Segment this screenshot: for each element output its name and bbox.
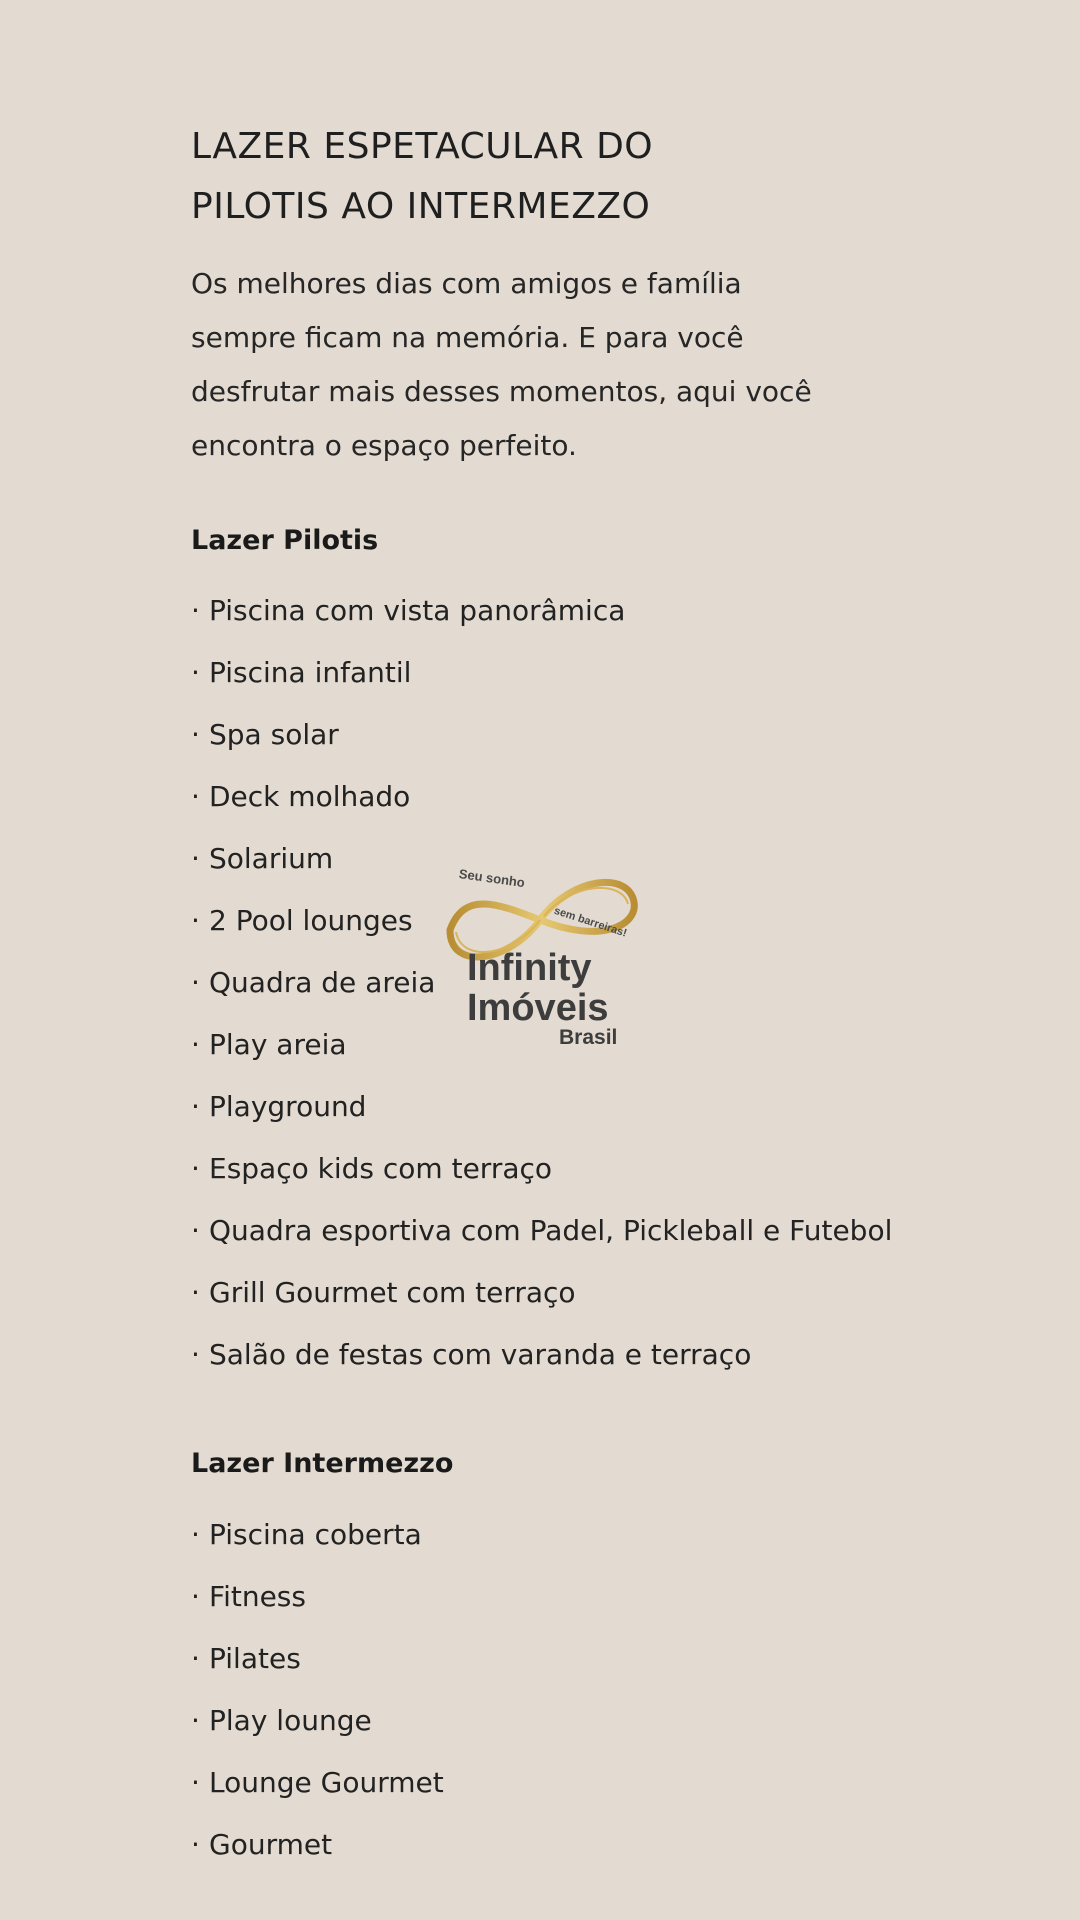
list-item-label: Playground	[209, 1090, 367, 1123]
bullet-icon: ·	[191, 718, 200, 751]
list-item-label: Pilates	[209, 1642, 301, 1675]
infinity-imoveis-watermark-logo	[440, 862, 640, 1052]
bullet-icon: ·	[191, 1704, 200, 1737]
list-item	[191, 1573, 444, 1635]
list-item-label: Grill Gourmet com terraço	[209, 1276, 576, 1309]
list-item	[191, 1207, 892, 1269]
list-item	[191, 1697, 444, 1759]
bullet-icon: ·	[191, 1152, 200, 1185]
list-item	[191, 1821, 444, 1883]
list-item	[191, 1759, 444, 1821]
list-item	[191, 649, 892, 711]
watermark-brand-line-1: Infinity	[467, 947, 592, 989]
list-item	[191, 773, 892, 835]
bullet-icon: ·	[191, 1580, 200, 1613]
bullet-icon: ·	[191, 1214, 200, 1247]
bullet-icon: ·	[191, 966, 200, 999]
watermark-brand-line-2: Imóveis	[467, 987, 609, 1029]
bullet-icon: ·	[191, 1090, 200, 1123]
list-item-label: Piscina com vista panorâmica	[209, 594, 626, 627]
bullet-icon: ·	[191, 1028, 200, 1061]
bullet-icon: ·	[191, 842, 200, 875]
page-title-line-2: PILOTIS AO INTERMEZZO	[191, 186, 651, 227]
list-item-label: Spa solar	[209, 718, 339, 751]
list-item	[191, 587, 892, 649]
list-item	[191, 1511, 444, 1573]
intro-line-1: Os melhores dias com amigos e família	[191, 267, 742, 300]
list-item-label: Piscina coberta	[209, 1518, 422, 1551]
list-item	[191, 1331, 892, 1393]
amenities-list-intermezzo	[191, 1511, 444, 1883]
list-item	[191, 1083, 892, 1145]
list-item-label: Gourmet	[209, 1828, 333, 1861]
list-item	[191, 1635, 444, 1697]
list-item-label: Quadra de areia	[209, 966, 436, 999]
list-item-label: Lounge Gourmet	[209, 1766, 444, 1799]
list-item-label: Deck molhado	[209, 780, 411, 813]
bullet-icon: ·	[191, 780, 200, 813]
section-heading-lazer-pilotis: Lazer Pilotis	[191, 525, 379, 556]
bullet-icon: ·	[191, 904, 200, 937]
list-item-label: Piscina infantil	[209, 656, 412, 689]
watermark-tagline-right: sem barreiras!	[552, 904, 629, 940]
bullet-icon: ·	[191, 594, 200, 627]
list-item-label: Play lounge	[209, 1704, 372, 1737]
list-item-label: Solarium	[209, 842, 334, 875]
list-item	[191, 1145, 892, 1207]
bullet-icon: ·	[191, 1766, 200, 1799]
section-heading-lazer-intermezzo: Lazer Intermezzo	[191, 1448, 454, 1479]
list-item-label: Espaço kids com terraço	[209, 1152, 553, 1185]
page-title-line-1: LAZER ESPETACULAR DO	[191, 126, 654, 167]
list-item	[191, 711, 892, 773]
page-title	[191, 117, 653, 237]
bullet-icon: ·	[191, 1276, 200, 1309]
intro-line-2: sempre ficam na memória. E para você	[191, 321, 744, 354]
bullet-icon: ·	[191, 656, 200, 689]
list-item-label: 2 Pool lounges	[209, 904, 413, 937]
list-item-label: Quadra esportiva com Padel, Pickleball e Futebol	[209, 1214, 893, 1247]
list-item	[191, 1269, 892, 1331]
list-item-label: Salão de festas com varanda e terraço	[209, 1338, 752, 1371]
intro-line-3: desfrutar mais desses momentos, aqui você	[191, 375, 812, 408]
intro-paragraph	[191, 257, 812, 473]
watermark-tagline-left: Seu sonho	[457, 866, 526, 891]
bullet-icon: ·	[191, 1828, 200, 1861]
intro-line-4: encontra o espaço perfeito.	[191, 429, 577, 462]
watermark-brand-line-3: Brasil	[559, 1026, 618, 1049]
list-item-label: Fitness	[209, 1580, 306, 1613]
bullet-icon: ·	[191, 1338, 200, 1371]
list-item-label: Play areia	[209, 1028, 347, 1061]
bullet-icon: ·	[191, 1642, 200, 1675]
bullet-icon: ·	[191, 1518, 200, 1551]
